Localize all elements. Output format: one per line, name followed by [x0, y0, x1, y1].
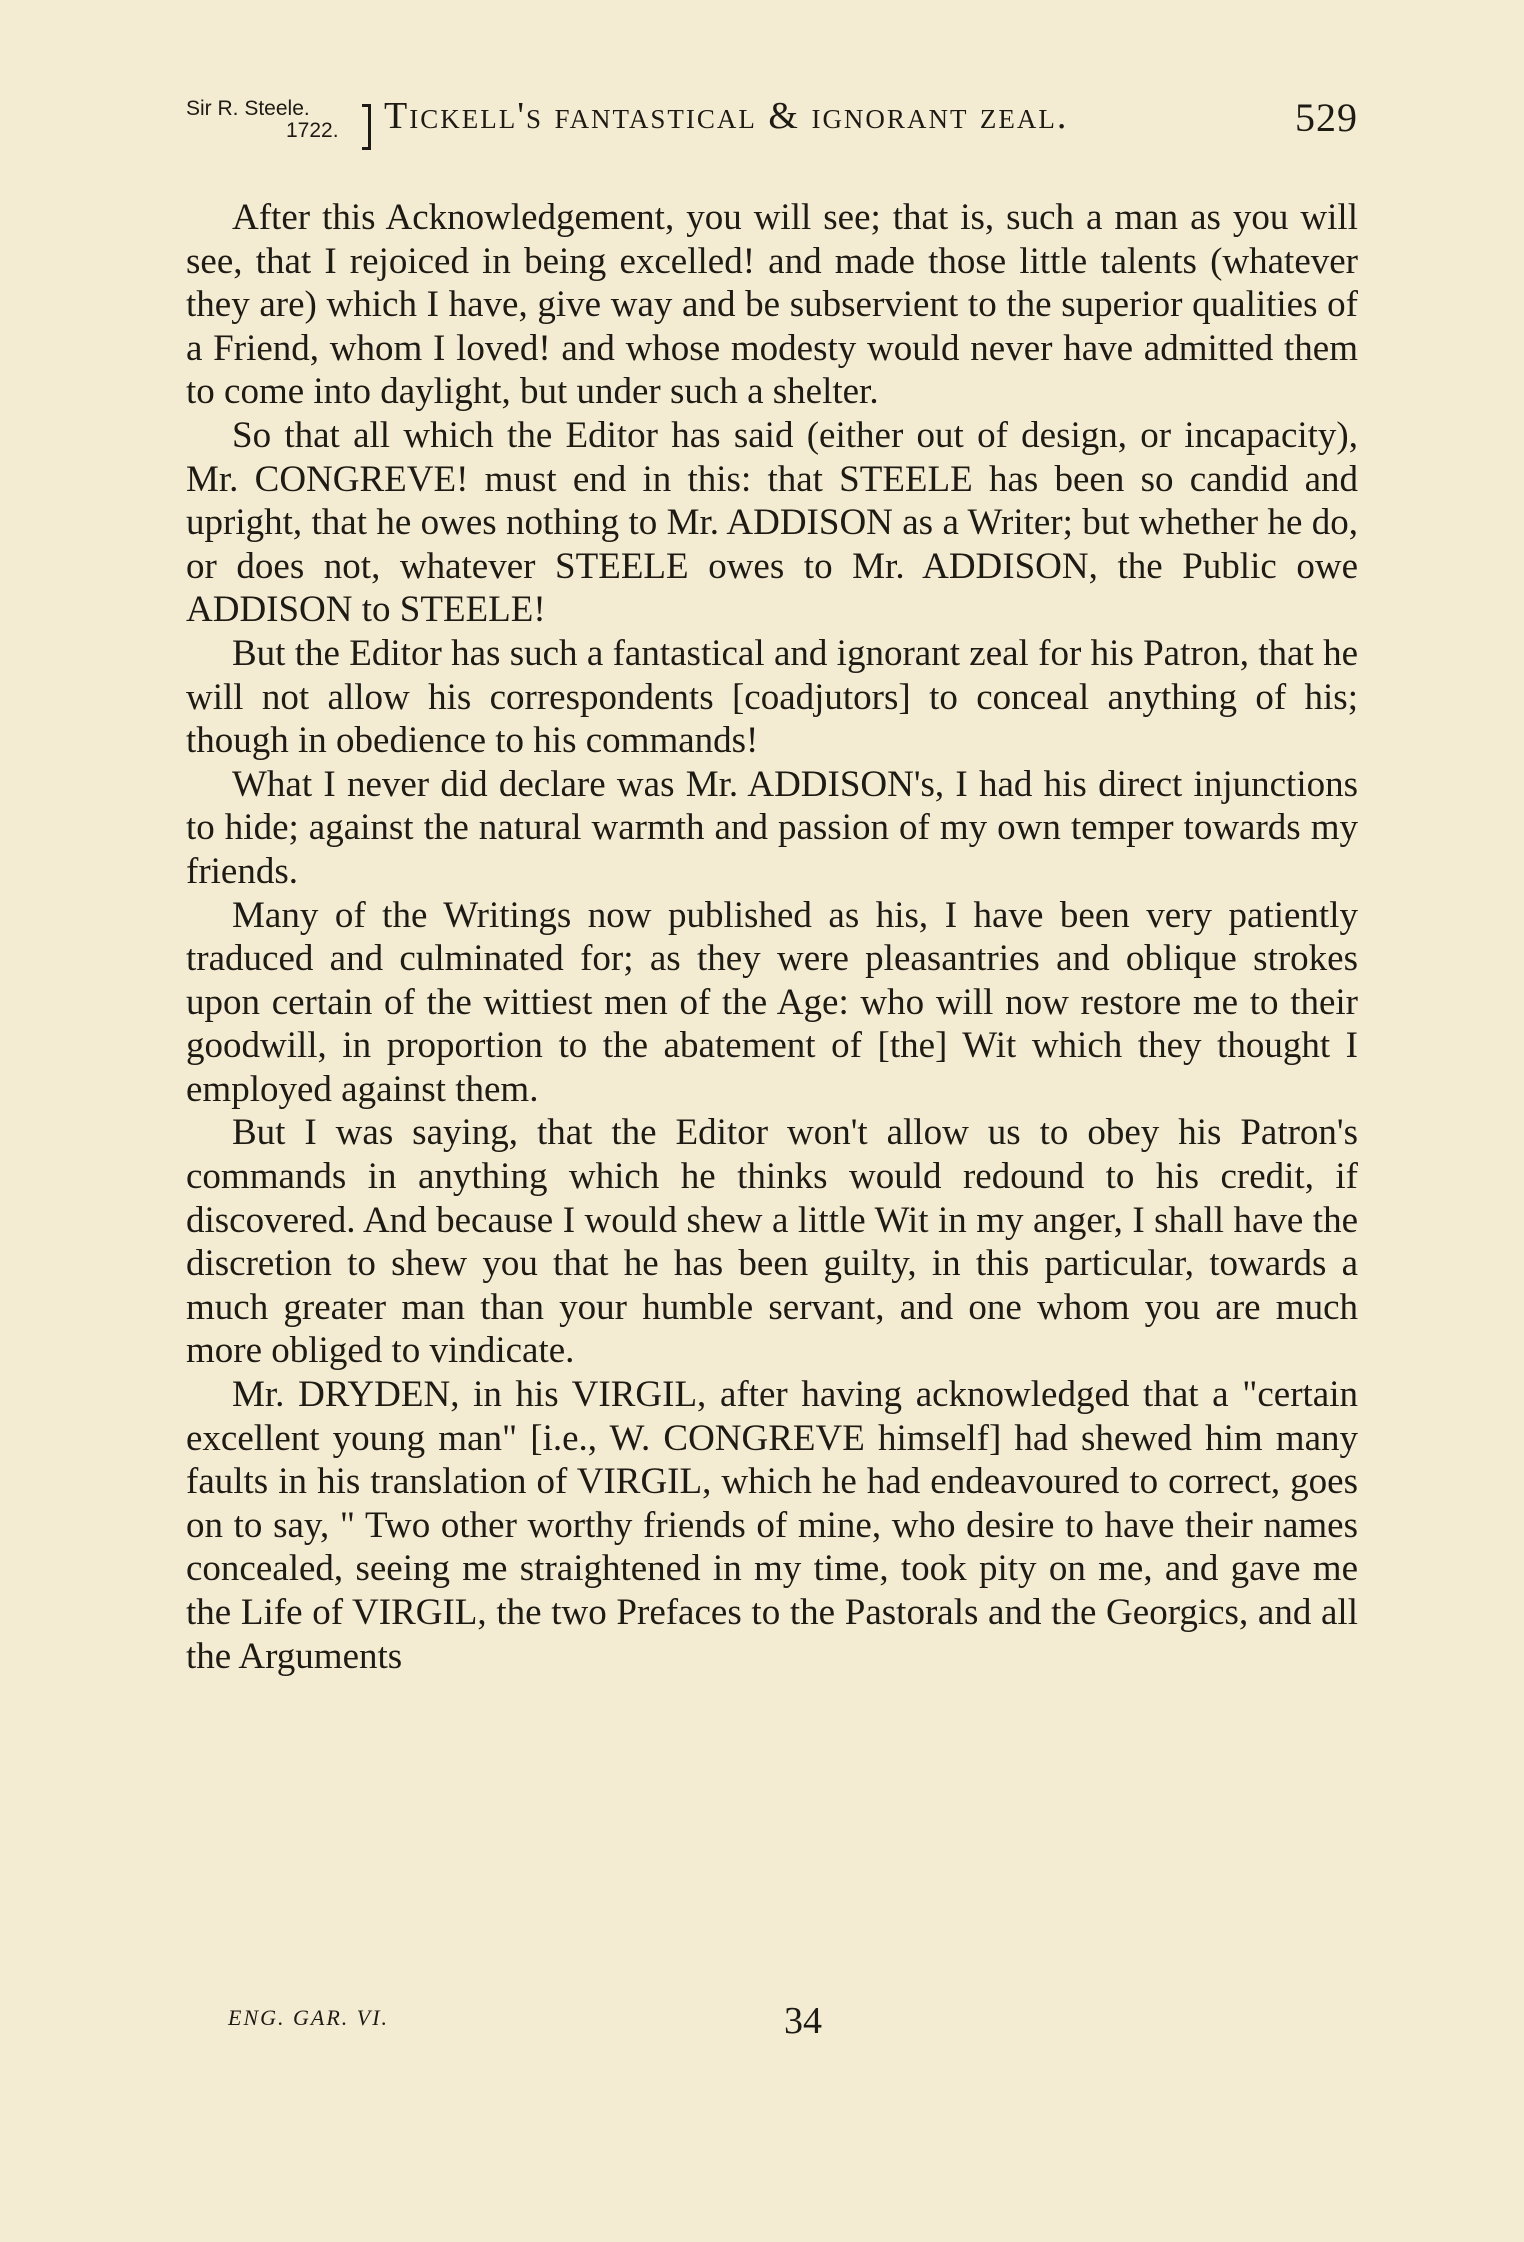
running-head	[186, 88, 1358, 158]
text-body	[186, 196, 1358, 1678]
page-footer	[0, 2000, 1524, 2045]
paragraph-6: But I was saying, that the Editor won't allow us to obey his Patron's commands in anything which he thinks would redound to his credit, if discovered. And because I would shew a little Wit in my anger, I shall have the discretion to shew you that he has been guilty, in this particular, towards a much greater man than your humble servant, and one whom you are much more obliged to vindicate.	[186, 1112, 1358, 1372]
paragraph-2: So that all which the Editor has said (either out of design, or incapacity), Mr. CONGREVE! must end in this: that STEELE has been so candid and upright, that he owes nothing to Mr. ADDISON as a Writer; but whether he do, or does not, whatever STEELE owes to Mr. ADDISON, the Public owe ADDISON to STEELE!	[186, 414, 1358, 631]
side-note-author: Sir R. Steele.	[186, 97, 310, 120]
paragraph-1: After this Acknowledgement, you will see; that is, such a man as you will see, that I rejoiced in being excelled! and made those little talents (whatever they are) which I have, give way and be subservient to the superior qualities of a Friend, whom I loved! and whose modesty would never have admitted them to come into daylight, but under such a shelter.	[186, 197, 1358, 413]
side-note	[186, 98, 364, 142]
signature-mark: ENG. GAR. VI.	[228, 2005, 390, 2030]
side-note-bracket	[362, 104, 371, 150]
paragraph-5: Many of the Writings now published as his, I have been very patiently traduced and culminated for; as they were pleasantries and oblique strokes upon certain of the wittiest men of the Age: who will now restore me to their goodwill, in proportion to the abatement of [the] Wit which they thought I employed against them.	[186, 894, 1358, 1110]
side-note-year: 1722.	[286, 119, 339, 142]
paragraph-7: Mr. DRYDEN, in his VIRGIL, after having acknowledged that a "certain excellent young man" [i.e., W. CONGREVE himself] had shewed him many faults in his translation of VIRGIL, which he had endeavoured to correct, goes on to say, " Two other worthy friends of mine, who desire to have their names concealed, seeing me straightened in my time, took pity on me, and gave me the Life of VIRGIL, the two Prefaces to the Pastorals and the Georgics, and all the Arguments	[186, 1374, 1358, 1677]
running-title: Tickell's fantastical & ignorant zeal.	[384, 95, 1069, 137]
signature-number: 34	[784, 2000, 822, 2042]
page-number: 529	[1295, 95, 1358, 140]
paragraph-3: But the Editor has such a fantastical and ignorant zeal for his Patron, that he will not allow his correspondents [coadjutors] to conceal anything of his; though in obedience to his commands!	[186, 632, 1358, 762]
paragraph-4: What I never did declare was Mr. ADDISON's, I had his direct injunctions to hide; against the natural warmth and passion of my own temper towards my friends.	[186, 763, 1358, 892]
